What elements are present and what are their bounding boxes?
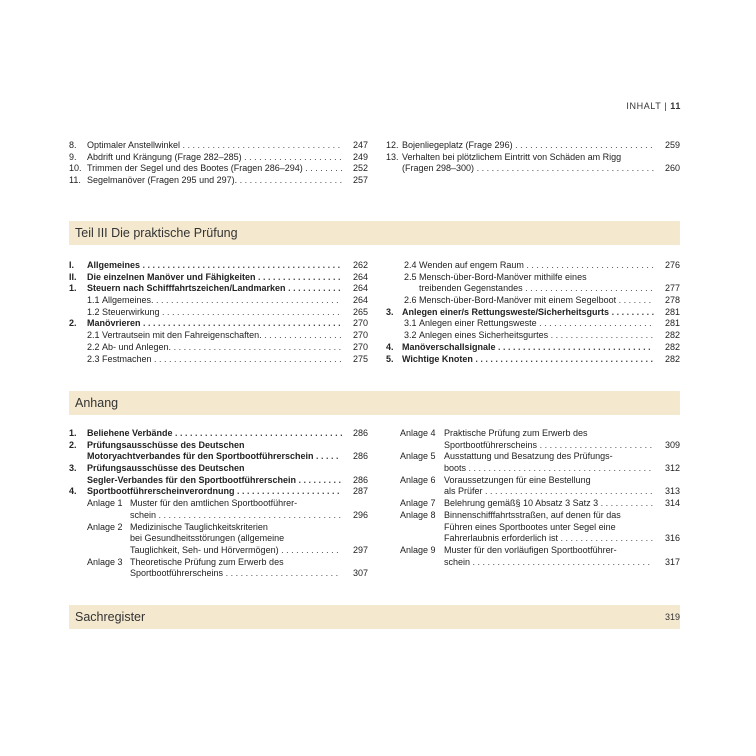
- dot-leader: . . . . .: [313, 451, 339, 462]
- entry-title: schein . . . . . . . . . . . . . . . . . . . . . . . . . . . . . . . . . . . .: [444, 556, 651, 567]
- entry-number: 13.: [386, 151, 399, 162]
- entry-title: Muster für den amtlichen Sportbootführer-: [130, 498, 298, 509]
- dot-leader: . . . . . . . . . . . . . . . . . . . . . . . . . .: [523, 260, 654, 270]
- entry-title: bei Gesundheitsstörungen (allgemeine: [130, 533, 285, 544]
- dot-leader: . . . . . . . . . . . . . . . . . . . . . . . . . . . . . . . . . .: [482, 486, 653, 497]
- entry-page: 316: [664, 533, 680, 544]
- section-title: Anhang: [75, 396, 119, 410]
- entry-page: 282: [664, 341, 680, 352]
- entry-number: Anlage 7: [400, 498, 436, 509]
- toc-entry[interactable]: [386, 545, 680, 557]
- entry-page: 281: [664, 306, 680, 317]
- toc-entry[interactable]: [69, 475, 368, 487]
- entry-page: 262: [352, 260, 368, 270]
- entry-title: Motoryachtverbandes für den Sportbootführerschein . . . . .: [87, 451, 339, 462]
- entry-title: Festmachen . . . . . . . . . . . . . . . . . . . . . . . . . . . . . . . . . . . . . .: [102, 353, 342, 364]
- entry-number: 2.3: [87, 353, 100, 364]
- entry-number: Anlage 5: [400, 451, 436, 462]
- entry-number: 3.2: [404, 330, 417, 341]
- entry-title: Segler-Verbandes für den Sportbootführerschein . . . . . . . . .: [87, 474, 342, 485]
- entry-number: Anlage 9: [400, 544, 436, 555]
- dot-leader: . . . . . . . . . . . .: [278, 544, 339, 555]
- dot-leader: . . . . . . . . . . . . . . . . . . . . . . . . . . . . . . . . . . . . .: [153, 295, 339, 306]
- entry-number: 4.: [386, 341, 394, 352]
- entry-number: 5.: [386, 353, 394, 364]
- dot-leader: . . . . . . . . . . . . . . . . . . . . .: [548, 330, 654, 341]
- entry-title: Binnenschifffahrtsstraßen, auf denen für das: [444, 509, 621, 520]
- entry-number: 2.2: [87, 341, 100, 352]
- entry-page: 313: [664, 486, 680, 497]
- entry-number: 1.2: [87, 306, 100, 317]
- toc-section1-right: [386, 140, 680, 175]
- entry-page: 270: [352, 341, 368, 352]
- toc-entry[interactable]: [386, 428, 680, 440]
- dot-leader: . . . . . . . . . . . . . . . . .: [255, 271, 341, 282]
- entry-title: Fahrerlaubnis erforderlich ist . . . . . . . . . . . . . . . . . . .: [444, 533, 654, 544]
- toc-entry[interactable]: [386, 498, 680, 510]
- toc-entry[interactable]: [386, 522, 680, 534]
- entry-title: Mensch-über-Bord-Manöver mithilfe eines: [419, 271, 587, 282]
- entry-number: Anlage 1: [87, 498, 123, 509]
- toc-entry[interactable]: [386, 440, 680, 452]
- toc-entry[interactable]: [386, 163, 680, 175]
- dot-leader: . . . . . . . . . . . . . . . . . . . . . . . . . . . . . . . . . . . .: [470, 556, 651, 567]
- toc-entry[interactable]: [69, 163, 368, 175]
- entry-title: Steuern nach Schifffahrtszeichen/Landmarken . . . . . . . . . . .: [87, 283, 341, 294]
- dot-leader: . . . . . . . . . . . . . . . . . . . . . . . . . . . . . . . . . . . . . . . .: [140, 260, 341, 270]
- entry-title: Tauglichkeit, Seh- und Hörvermögen) . . . . . . . . . . . .: [130, 544, 339, 555]
- toc-section3-right: [386, 428, 680, 568]
- toc-entry[interactable]: [69, 510, 368, 522]
- toc-entry[interactable]: [69, 533, 368, 545]
- dot-leader: . . . . . . . .: [302, 163, 343, 174]
- entry-page: 276: [664, 260, 680, 270]
- header-title: INHALT: [626, 101, 662, 111]
- entry-title: Prüfungsausschüsse des Deutschen: [87, 463, 245, 474]
- entry-title: Praktische Prüfung zum Erwerb des: [444, 428, 588, 438]
- toc-entry[interactable]: [386, 486, 680, 498]
- toc-entry[interactable]: [386, 330, 680, 342]
- entry-page: 314: [664, 498, 680, 509]
- entry-page: 252: [352, 163, 368, 174]
- dot-leader: . . . . . . . . . . . . . . . . . . . . . . . . . .: [522, 283, 653, 294]
- toc-entry[interactable]: [69, 318, 368, 330]
- entry-number: 10.: [69, 163, 82, 174]
- dot-leader: . . . . . . . . .: [609, 306, 655, 317]
- entry-number: Anlage 3: [87, 556, 123, 567]
- header-page-number: 11: [670, 101, 681, 111]
- entry-page: 281: [664, 318, 680, 329]
- dot-leader: . . . . . . . . . . . . . . . . . . . . . . . . . . . . . . . . . . . .: [159, 306, 340, 317]
- entry-number: 1.1: [87, 295, 100, 306]
- entry-page: 247: [352, 140, 368, 150]
- entry-page: 286: [352, 474, 368, 485]
- entry-title: Optimaler Anstellwinkel . . . . . . . . . . . . . . . . . . . . . . . . . . . . . . . .: [87, 140, 341, 150]
- entry-page: 257: [352, 175, 368, 186]
- entry-number: 1.: [69, 428, 77, 438]
- section-title: Teil III Die praktische Prüfung: [75, 226, 238, 240]
- dot-leader: . . . . . . . . .: [296, 474, 342, 485]
- toc-entry[interactable]: [69, 152, 368, 164]
- toc-entry[interactable]: [69, 557, 368, 569]
- section-page-number: 319: [664, 612, 680, 622]
- toc-entry[interactable]: [69, 545, 368, 557]
- entry-title: boots . . . . . . . . . . . . . . . . . . . . . . . . . . . . . . . . . . . . .: [444, 463, 652, 474]
- entry-title: Führen eines Sportbootes unter Segel eine: [444, 521, 616, 532]
- entry-page: 275: [352, 353, 368, 364]
- toc-entry[interactable]: [386, 260, 680, 272]
- dot-leader: . . . . . . . . . . . . . . . . . . . . . . . . . . . . . . . . . .: [171, 341, 342, 352]
- dot-leader: . . . . . . . . . . . . . . . . . . .: [558, 533, 654, 544]
- dot-leader: . . . . . . . . . . .: [285, 283, 341, 294]
- toc-section3-left: [69, 428, 368, 580]
- dot-leader: . . . . . . . . . . . . . . . . . . . . . . . . . . . .: [512, 140, 653, 150]
- toc-entry[interactable]: [69, 440, 368, 452]
- entry-page: 286: [352, 428, 368, 438]
- toc-entry[interactable]: [386, 557, 680, 569]
- entry-title: Medizinische Tauglichkeitskriterien: [130, 521, 268, 532]
- dot-leader: . . . . . . . . . . . . . . . . . . . . . . . . . . . . . . . . . . . . . . . .: [140, 318, 341, 329]
- entry-page: 312: [664, 463, 680, 474]
- dot-leader: . . . . . . . . . . . . . . . . . . . . . . . . . . . . . . . . . . . . .: [466, 463, 652, 474]
- toc-entry[interactable]: [69, 307, 368, 319]
- toc-section2-right: [386, 260, 680, 365]
- header-separator: |: [664, 101, 668, 111]
- toc-entry[interactable]: [69, 175, 368, 187]
- dot-leader: . . . . . . .: [616, 295, 652, 306]
- entry-title: Manöverschallsignale . . . . . . . . . . . . . . . . . . . . . . . . . . . . . . .: [402, 341, 651, 352]
- toc-entry[interactable]: [386, 140, 680, 152]
- toc-entry[interactable]: [69, 272, 368, 284]
- entry-page: 264: [352, 271, 368, 282]
- toc-entry[interactable]: [69, 568, 368, 580]
- entry-number: 2.1: [87, 330, 100, 341]
- entry-number: 4.: [69, 486, 77, 497]
- entry-page: 264: [352, 295, 368, 306]
- entry-title: Sportbootführerscheins . . . . . . . . . . . . . . . . . . . . . . .: [130, 568, 339, 579]
- toc-entry[interactable]: [386, 318, 680, 330]
- section-band-sachregister: [69, 605, 680, 629]
- section-title: Sachregister: [75, 610, 146, 624]
- toc-entry[interactable]: [69, 342, 368, 354]
- entry-page: 259: [664, 140, 680, 150]
- toc-entry[interactable]: [386, 272, 680, 284]
- entry-title: Segelmanöver (Fragen 295 und 297). . . . . . . . . . . . . . . . . . . . . .: [87, 175, 343, 186]
- entry-title: treibenden Gegenstandes . . . . . . . . . . . . . . . . . . . . . . . . . .: [419, 283, 653, 294]
- toc-entry[interactable]: [69, 260, 368, 272]
- entry-title: Wichtige Knoten . . . . . . . . . . . . . . . . . . . . . . . . . . . . . . . . . . . .: [402, 353, 653, 364]
- entry-page: 297: [352, 544, 368, 555]
- toc-entry[interactable]: [386, 510, 680, 522]
- entry-title: als Prüfer . . . . . . . . . . . . . . . . . . . . . . . . . . . . . . . . . .: [444, 486, 653, 497]
- entry-title: Trimmen der Segel und des Bootes (Fragen 286–294) . . . . . . . .: [87, 163, 343, 174]
- entry-title: Anlegen eines Sicherheitsgurtes . . . . . . . . . . . . . . . . . . . . .: [419, 330, 654, 341]
- entry-title: Voraussetzungen für eine Bestellung: [444, 474, 591, 485]
- toc-entry[interactable]: [386, 451, 680, 463]
- entry-page: 296: [352, 509, 368, 520]
- entry-number: 2.5: [404, 271, 417, 282]
- dot-leader: . . . . . . . . . . . . . . . . . . . . . . . . . . . . . . .: [495, 341, 651, 352]
- toc-section1-left: [69, 140, 368, 187]
- section-band-anhang: [69, 391, 680, 415]
- entry-title: Sportbootführerscheins . . . . . . . . . . . . . . . . . . . . . . .: [444, 439, 653, 450]
- dot-leader: . . . . . . . . . . .: [598, 498, 654, 509]
- toc-entry[interactable]: [386, 533, 680, 545]
- entry-number: II.: [69, 271, 77, 282]
- entry-title: Muster für den vorläufigen Sportbootführer-: [444, 544, 617, 555]
- entry-title: Ausstattung und Besatzung des Prüfungs-: [444, 451, 613, 462]
- entry-number: 12.: [386, 140, 399, 150]
- entry-title: Belehrung gemäß§ 10 Absatz 3 Satz 3 . . . . . . . . . . .: [444, 498, 654, 509]
- toc-entry[interactable]: [69, 140, 368, 152]
- entry-number: 2.4: [404, 260, 417, 270]
- entry-number: 1.: [69, 283, 77, 294]
- entry-title: (Fragen 298–300) . . . . . . . . . . . . . . . . . . . . . . . . . . . . . . . . . . . .: [402, 163, 655, 174]
- toc-entry[interactable]: [69, 354, 368, 366]
- toc-entry[interactable]: [386, 152, 680, 164]
- toc-entry[interactable]: [69, 463, 368, 475]
- entry-page: 270: [352, 330, 368, 341]
- entry-title: Allgemeines . . . . . . . . . . . . . . . . . . . . . . . . . . . . . . . . . . . . . . . .: [87, 260, 341, 270]
- entry-title: Ab- und Anlegen. . . . . . . . . . . . . . . . . . . . . . . . . . . . . . . . . . .: [102, 341, 342, 352]
- dot-leader: . . . . . . . . . . . . . . . . . . . . . . . . . . . . . . . . . .: [172, 428, 343, 438]
- toc-entry[interactable]: [69, 428, 368, 440]
- entry-number: 3.: [386, 306, 394, 317]
- entry-page: 265: [352, 306, 368, 317]
- toc-entry[interactable]: [69, 451, 368, 463]
- entry-title: Bojenliegeplatz (Frage 296) . . . . . . . . . . . . . . . . . . . . . . . . . . . .: [402, 140, 653, 150]
- entry-page: 307: [352, 568, 368, 579]
- toc-entry[interactable]: [69, 486, 368, 498]
- toc-entry[interactable]: [386, 342, 680, 354]
- entry-page: 249: [352, 151, 368, 162]
- toc-section2-left: [69, 260, 368, 365]
- entry-number: I.: [69, 260, 75, 270]
- entry-number: 2.6: [404, 295, 417, 306]
- entry-page: 309: [664, 439, 680, 450]
- dot-leader: . . . . . . . . . . . . . . . . . . . . . . .: [536, 318, 652, 329]
- entry-title: Sportbootführerscheinverordnung . . . . . . . . . . . . . . . . . . . . .: [87, 486, 340, 497]
- entry-title: Beliehene Verbände . . . . . . . . . . . . . . . . . . . . . . . . . . . . . . . . . .: [87, 428, 343, 438]
- entry-number: 11.: [69, 175, 81, 186]
- toc-entry[interactable]: [386, 475, 680, 487]
- entry-title: Die einzelnen Manöver und Fähigkeiten . . . . . . . . . . . . . . . . .: [87, 271, 341, 282]
- entry-number: 3.1: [404, 318, 417, 329]
- entry-number: 9.: [69, 151, 77, 162]
- entry-number: Anlage 6: [400, 474, 436, 485]
- dot-leader: . . . . . . . . . . . . . . . .: [261, 330, 342, 341]
- toc-entry[interactable]: [386, 295, 680, 307]
- toc-entry[interactable]: [69, 283, 368, 295]
- section-band-teil3: [69, 221, 680, 245]
- entry-page: 270: [352, 318, 368, 329]
- entry-title: Anlegen einer Rettungsweste . . . . . . . . . . . . . . . . . . . . . . .: [419, 318, 652, 329]
- dot-leader: . . . . . . . . . . . . . . . . . . . . .: [234, 486, 340, 497]
- entry-page: 317: [664, 556, 680, 567]
- toc-entry[interactable]: [69, 498, 368, 510]
- entry-number: 2.: [69, 318, 77, 329]
- toc-entry[interactable]: [69, 295, 368, 307]
- entry-number: 2.: [69, 439, 77, 450]
- entry-number: 8.: [69, 140, 77, 150]
- entry-title: Allgemeines. . . . . . . . . . . . . . . . . . . . . . . . . . . . . . . . . . . . . .: [102, 295, 339, 306]
- entry-title: Steuerwirkung . . . . . . . . . . . . . . . . . . . . . . . . . . . . . . . . . . . .: [102, 306, 340, 317]
- dot-leader: . . . . . . . . . . . . . . . . . . . . . . . . . . . . . . . . . . . . . .: [151, 353, 342, 364]
- entry-number: Anlage 4: [400, 428, 436, 438]
- entry-page: 282: [664, 330, 680, 341]
- entry-number: 3.: [69, 463, 77, 474]
- toc-entry[interactable]: [386, 283, 680, 295]
- entry-title: Wenden auf engem Raum . . . . . . . . . . . . . . . . . . . . . . . . . .: [419, 260, 654, 270]
- dot-leader: . . . . . . . . . . . . . . . . . . . . . . .: [537, 439, 653, 450]
- entry-page: 278: [664, 295, 680, 306]
- toc-entry[interactable]: [386, 463, 680, 475]
- entry-page: 287: [352, 486, 368, 497]
- entry-title: Mensch-über-Bord-Manöver mit einem Segelboot . . . . . . .: [419, 295, 652, 306]
- entry-page: 277: [664, 283, 680, 294]
- dot-leader: . . . . . . . . . . . . . . . . . . . . . . . . . . . . . . . . . . . .: [474, 163, 655, 174]
- entry-title: Prüfungsausschüsse des Deutschen: [87, 439, 245, 450]
- running-header: [626, 101, 681, 111]
- entry-page: 282: [664, 353, 680, 364]
- entry-title: Theoretische Prüfung zum Erwerb des: [130, 556, 284, 567]
- toc-entry[interactable]: [69, 330, 368, 342]
- dot-leader: . . . . . . . . . . . . . . . . . . . . .: [237, 175, 343, 186]
- entry-title: Manövrieren . . . . . . . . . . . . . . . . . . . . . . . . . . . . . . . . . . . . . . . .: [87, 318, 341, 329]
- entry-title: Anlegen einer/s Rettungsweste/Sicherheitsgurts . . . . . . . . .: [402, 306, 655, 317]
- entry-page: 264: [352, 283, 368, 294]
- entry-title: schein . . . . . . . . . . . . . . . . . . . . . . . . . . . . . . . . . . . . .: [130, 509, 342, 520]
- dot-leader: . . . . . . . . . . . . . . . . . . . . . . . . . . . . . . . .: [180, 140, 341, 150]
- toc-entry[interactable]: [69, 522, 368, 534]
- entry-number: Anlage 2: [87, 521, 123, 532]
- dot-leader: . . . . . . . . . . . . . . . . . . . . . . .: [223, 568, 339, 579]
- entry-title: Verhalten bei plötzlichem Eintritt von Schäden am Rigg: [402, 151, 622, 162]
- toc-entry[interactable]: [386, 354, 680, 366]
- entry-title: Abdrift und Krängung (Frage 282–285) . . . . . . . . . . . . . . . . . . . .: [87, 151, 342, 162]
- dot-leader: . . . . . . . . . . . . . . . . . . . . . . . . . . . . . . . . . . . .: [472, 353, 653, 364]
- entry-page: 260: [664, 163, 680, 174]
- entry-number: Anlage 8: [400, 509, 436, 520]
- dot-leader: . . . . . . . . . . . . . . . . . . . .: [241, 151, 342, 162]
- dot-leader: . . . . . . . . . . . . . . . . . . . . . . . . . . . . . . . . . . . . .: [156, 509, 342, 520]
- entry-page: 286: [352, 451, 368, 462]
- entry-title: Vertrautsein mit den Fahreigenschaften. . . . . . . . . . . . . . . . .: [102, 330, 342, 341]
- toc-entry[interactable]: [386, 307, 680, 319]
